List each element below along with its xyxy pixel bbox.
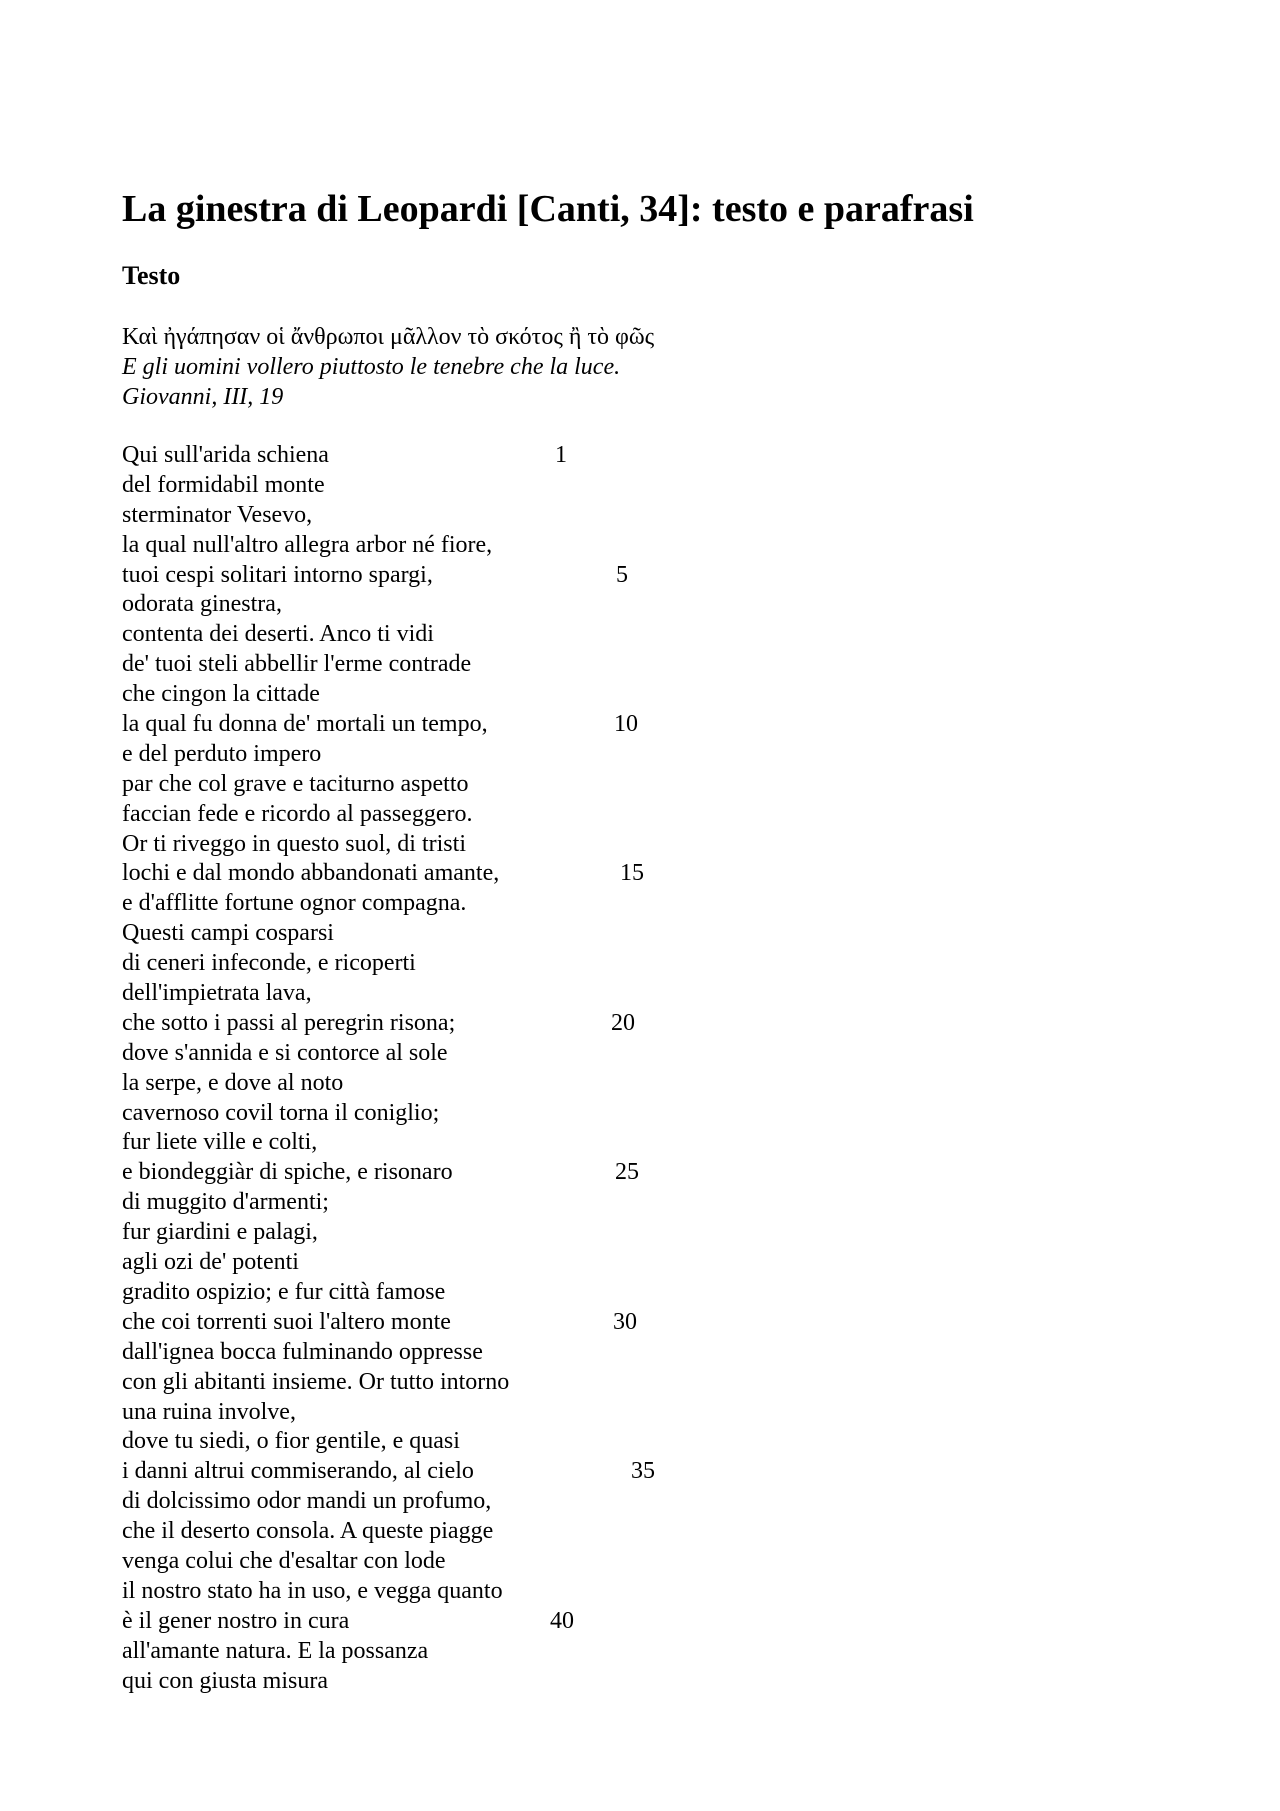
verse-line xyxy=(122,620,822,650)
verse-text: fur liete ville e colti, xyxy=(122,1129,318,1156)
verse-line xyxy=(122,650,822,680)
verse-line xyxy=(122,1218,822,1248)
verse-number: 10 xyxy=(614,711,638,738)
verse-line xyxy=(122,1128,822,1158)
verse-line xyxy=(122,1577,822,1607)
verse-line xyxy=(122,770,822,800)
verse-line xyxy=(122,441,822,471)
verse-line xyxy=(122,1248,822,1278)
verse-line xyxy=(122,710,822,740)
verse-text: e del perduto impero xyxy=(122,740,322,767)
verse-line xyxy=(122,561,822,591)
verse-line xyxy=(122,531,822,561)
verse-text: la qual null'altro allegra arbor né fiore, xyxy=(122,531,493,558)
verse-text: una ruina involve, xyxy=(122,1398,296,1425)
epigraph-greek: Καὶ ἠγάπησαν οἱ ἄνθρωποι μᾶλλον τὸ σκότος ἢ τὸ φῶς xyxy=(122,324,655,350)
verse-text: odorata ginestra, xyxy=(122,591,282,618)
verse-text: di ceneri infeconde, e ricoperti xyxy=(122,950,416,977)
verse-number: 25 xyxy=(615,1159,639,1186)
verse-text: faccian fede e ricordo al passeggero. xyxy=(122,800,473,827)
verse-line xyxy=(122,1427,822,1457)
verse-line xyxy=(122,1368,822,1398)
verse-line xyxy=(122,1637,822,1667)
verse-text: gradito ospizio; e fur città famose xyxy=(122,1278,446,1305)
section-heading: Testo xyxy=(122,261,181,290)
verse-text: il nostro stato ha in uso, e vegga quanto xyxy=(122,1577,503,1604)
verse-text: Or ti riveggo in questo suol, di tristi xyxy=(122,830,466,857)
verse-text: con gli abitanti insieme. Or tutto intorno xyxy=(122,1368,510,1395)
verse-line xyxy=(122,1487,822,1517)
verse-line xyxy=(122,501,822,531)
verse-text: de' tuoi steli abbellir l'erme contrade xyxy=(122,651,472,678)
verse-line xyxy=(122,1099,822,1129)
verse-text: di dolcissimo odor mandi un profumo, xyxy=(122,1488,492,1515)
verse-line xyxy=(122,1517,822,1547)
verse-line xyxy=(122,1308,822,1338)
verse-text: dove s'annida e si contorce al sole xyxy=(122,1039,448,1066)
epigraph-translation: E gli uomini vollero piuttosto le tenebre che la luce. xyxy=(122,354,621,380)
verse-line xyxy=(122,949,822,979)
verse-text: che sotto i passi al peregrin risona; xyxy=(122,1009,456,1036)
verse-text: Qui sull'arida schiena xyxy=(122,442,329,468)
epigraph xyxy=(122,322,654,412)
verse-text: dall'ignea bocca fulminando oppresse xyxy=(122,1338,483,1365)
page-title: La ginestra di Leopardi [Canti, 34]: testo e parafrasi xyxy=(122,188,974,230)
verse-text: che coi torrenti suoi l'altero monte xyxy=(122,1308,451,1335)
verse-line xyxy=(122,1457,822,1487)
verse-text: contenta dei deserti. Anco ti vidi xyxy=(122,621,434,648)
verse-text: di muggito d'armenti; xyxy=(122,1189,329,1216)
verse-number: 15 xyxy=(620,860,644,887)
verse-text: la serpe, e dove al noto xyxy=(122,1069,344,1096)
verse-line xyxy=(122,590,822,620)
verse-text: sterminator Vesevo, xyxy=(122,501,313,528)
verse-line xyxy=(122,1547,822,1577)
verse-line xyxy=(122,889,822,919)
verse-number: 20 xyxy=(611,1009,635,1036)
verse-text: è il gener nostro in cura xyxy=(122,1607,350,1634)
verse-text: lochi e dal mondo abbandonati amante, xyxy=(122,860,500,887)
verse-number: 35 xyxy=(631,1458,655,1485)
verse-number: 1 xyxy=(555,442,567,468)
verse-line xyxy=(122,1338,822,1368)
verse-line xyxy=(122,1398,822,1428)
verse-text: che il deserto consola. A queste piagge xyxy=(122,1518,494,1545)
verse-line xyxy=(122,1039,822,1069)
verse-line xyxy=(122,830,822,860)
verse-text: e biondeggiàr di spiche, e risonaro xyxy=(122,1159,453,1186)
verse-text: i danni altrui commiserando, al cielo xyxy=(122,1458,474,1485)
verse-number: 30 xyxy=(613,1308,637,1335)
verse-text: la qual fu donna de' mortali un tempo, xyxy=(122,711,488,738)
verse-text: e d'afflitte fortune ognor compagna. xyxy=(122,890,467,917)
verse-text: tuoi cespi solitari intorno spargi, xyxy=(122,561,433,588)
verse-line xyxy=(122,1069,822,1099)
verse-number: 40 xyxy=(550,1607,574,1634)
verse-line xyxy=(122,919,822,949)
poem-verses xyxy=(122,441,822,1696)
verse-line xyxy=(122,1009,822,1039)
verse-line xyxy=(122,471,822,501)
verse-text: venga colui che d'esaltar con lode xyxy=(122,1547,446,1574)
verse-text: all'amante natura. E la possanza xyxy=(122,1637,429,1664)
verse-text: che cingon la cittade xyxy=(122,681,320,708)
verse-line xyxy=(122,859,822,889)
verse-line xyxy=(122,979,822,1009)
verse-line xyxy=(122,1278,822,1308)
verse-text: dell'impietrata lava, xyxy=(122,980,312,1007)
verse-line xyxy=(122,680,822,710)
verse-text: Questi campi cosparsi xyxy=(122,920,334,947)
epigraph-source: Giovanni, III, 19 xyxy=(122,384,284,410)
verse-line xyxy=(122,740,822,770)
verse-text: agli ozi de' potenti xyxy=(122,1249,299,1276)
verse-number: 5 xyxy=(616,561,628,588)
verse-text: dove tu siedi, o fior gentile, e quasi xyxy=(122,1428,460,1455)
verse-text: cavernoso covil torna il coniglio; xyxy=(122,1099,440,1126)
verse-line xyxy=(122,1667,822,1697)
verse-line xyxy=(122,1158,822,1188)
verse-line xyxy=(122,1607,822,1637)
verse-line xyxy=(122,1188,822,1218)
verse-text: fur giardini e palagi, xyxy=(122,1219,318,1246)
verse-text: del formidabil monte xyxy=(122,471,325,498)
verse-text: qui con giusta misura xyxy=(122,1667,328,1694)
verse-line xyxy=(122,800,822,830)
verse-text: par che col grave e taciturno aspetto xyxy=(122,770,469,797)
